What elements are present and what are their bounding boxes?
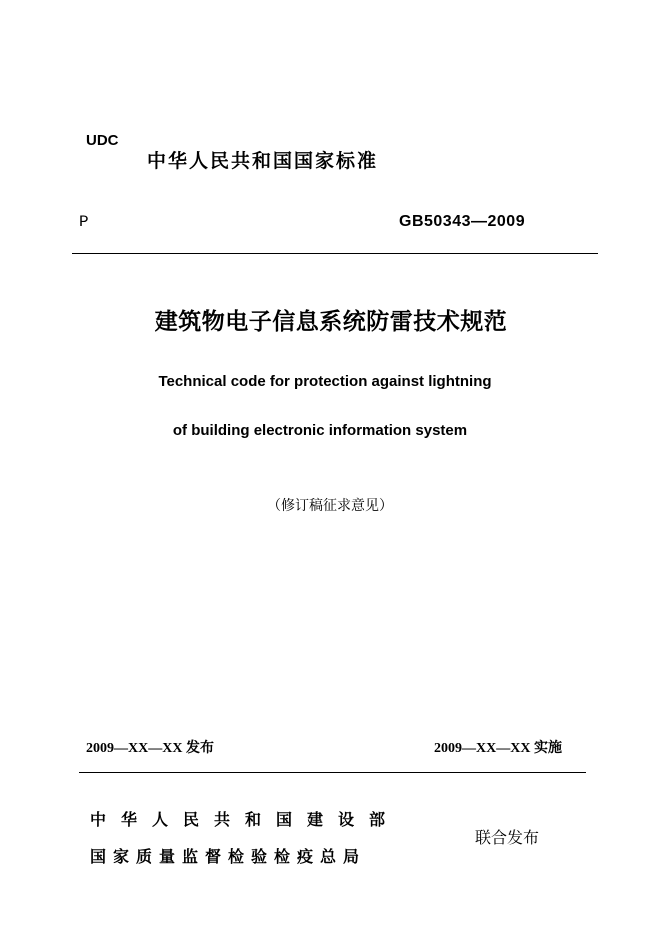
footer-divider	[79, 772, 586, 773]
classification-code: P	[79, 213, 89, 231]
document-title-chinese: 建筑物电子信息系统防雷技术规范	[154, 309, 508, 335]
udc-label: UDC	[86, 132, 119, 149]
joint-issue-label: 联合发布	[475, 828, 540, 847]
issuer-aqsiq: 国家质量监督检验检疫总局	[90, 847, 367, 866]
draft-status-note: （修订稿征求意见）	[267, 498, 393, 514]
implementation-date: 2009—XX—XX 实施	[434, 741, 562, 756]
document-title-english-line2: of building electronic information system	[172, 422, 468, 439]
issue-date: 2009—XX—XX 发布	[86, 741, 214, 756]
document-title-english-line1: Technical code for protection against lightning	[158, 373, 492, 390]
national-standard-heading: 中华人民共和国国家标准	[147, 151, 379, 172]
header-divider	[72, 253, 598, 254]
issuer-ministry-of-construction: 中华人民共和国建设部	[90, 810, 401, 829]
standard-number: GB50343—2009	[399, 213, 526, 230]
